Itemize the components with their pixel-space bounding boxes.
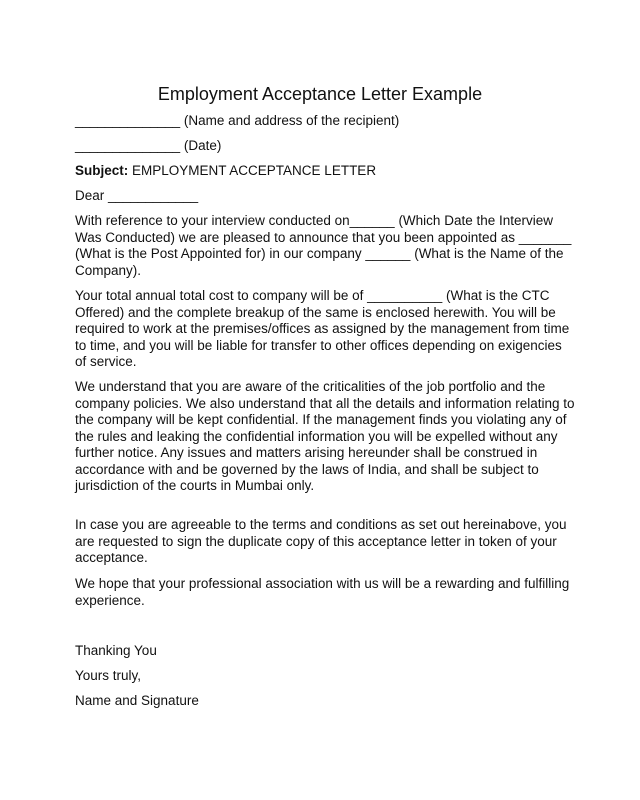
closing-thanks: Thanking You [75,643,157,658]
paragraph-confidentiality: We understand that you are aware of the criticalities of the job portfolio and the company policies. We also understand that all the details and information relating to the company will be kept confidential. If the management finds you violating any of the rules and leaking the confidential information you will be expelled without any further notice. Any issues and matters arising hereunder shall be construed in accordance with and be governed by the laws of India, and shall be subject to jurisdiction of the courts in Mumbai only. [75,379,575,493]
subject-text: EMPLOYMENT ACCEPTANCE LETTER [128,163,377,178]
subject-line [75,163,575,180]
paragraph-interview: With reference to your interview conducted on______ (Which Date the Interview Was Conducted) we are pleased to announce that you been appointed as _______ (What is the Post Appointed for) in our company ______ (What is the Name of the Company). [75,213,572,278]
date-line: ______________ (Date) [75,138,222,153]
recipient-line: ______________ (Name and address of the recipient) [75,113,400,128]
subject-label: Subject: [75,163,129,178]
paragraph-closing-wish: We hope that your professional association with us will be a rewarding and fulfilling experience. [75,576,570,608]
salutation: Dear ____________ [75,188,199,203]
paragraph-ctc: Your total annual total cost to company will be of __________ (What is the CTC Offered) and the complete breakup of the same is enclosed herewith. You will be required to work at the premises/offices as assigned by the management from time to time, and you will be liable for transfer to other offices depending on exigencies of service. [75,288,570,369]
closing-signature: Name and Signature [75,693,199,708]
document-title: Employment Acceptance Letter Example [157,84,483,104]
paragraph-acceptance: In case you are agreeable to the terms and conditions as set out hereinabove, you are requested to sign the duplicate copy of this acceptance letter in token of your acceptance. [75,517,567,565]
closing-yours: Yours truly, [75,668,142,683]
